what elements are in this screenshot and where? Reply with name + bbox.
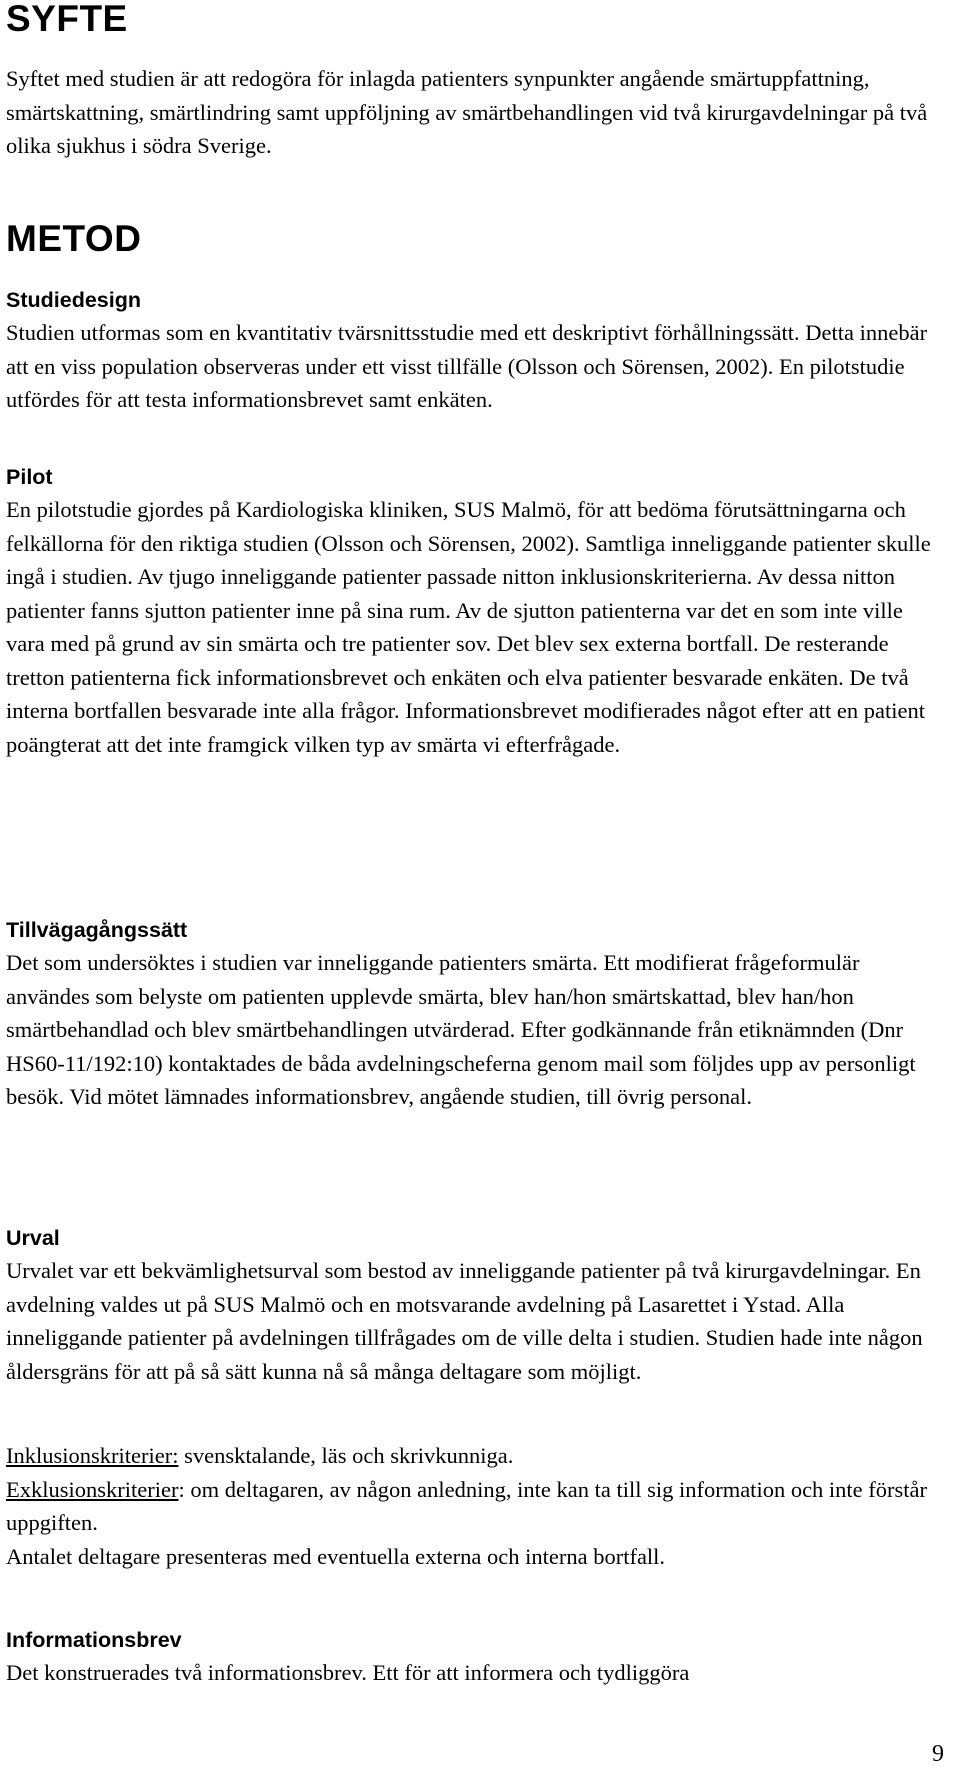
inklusion-label: Inklusionskriterier:: [6, 1443, 179, 1468]
pilot-body: [6, 493, 944, 761]
exklusion-text: : om deltagaren, av någon anledning, inte kan ta till sig information och inte förstår uppgiften.: [6, 1476, 928, 1535]
heading-studiedesign: Studiedesign: [6, 288, 141, 312]
tillvagagangssatt-paragraph: Det som undersöktes i studien var inneliggande patienters smärta. Ett modifierat frågeformulär användes som belyste om patienten upplevde smärta, blev han/hon smärtskattad, blev han/hon smärtbehandlad och blev smärtbehandlingen utvärderad. Efter godkännande från etiknämnden (Dnr HS60-11/192:10) kontaktades de båda avdelningscheferna genom mail som följdes upp av personligt besök. Vid mötet lämnades informationsbrev, angående studien, till övrig personal.: [6, 950, 916, 1109]
section-studiedesign: [6, 288, 944, 314]
studiedesign-body: [6, 316, 944, 417]
heading-tillvagagangssatt: Tillvägagångssätt: [6, 918, 188, 942]
section-tillvagagangssatt: [6, 918, 944, 944]
antal-line: Antalet deltagare presenteras med eventuella externa och interna bortfall.: [6, 1543, 666, 1569]
urval-paragraph: Urvalet var ett bekvämlighetsurval som bestod av inneliggande patienter på två kirurgavdelningar. En avdelning valdes ut på SUS Malmö och en motsvarande avdelning på Lasarettet i Ystad. Alla inneliggande patienter på avdelningen tillfrågades om de ville delta i studien. Studien hade inte någon åldersgräns för att på så sätt kunna nå så många deltagare som möjligt.: [6, 1258, 923, 1384]
inklusion-text: svensktalande, läs och skrivkunniga.: [178, 1443, 514, 1468]
exklusion-label: Exklusionskriterier: [6, 1476, 179, 1502]
informationsbrev-paragraph: Det konstruerades två informationsbrev. Ett för att informera och tydliggöra: [6, 1660, 690, 1685]
pilot-paragraph: En pilotstudie gjordes på Kardiologiska kliniken, SUS Malmö, för att bedöma förutsättningarna och felkällorna för den riktiga studien (Olsson och Sörensen, 2002). Samtliga inneliggande patienter skulle ingå i studien. Av tjugo inneliggande patienter passade nitton inklusionskriterierna. Av dessa nitton patienter fanns sjutton patienter inne på sina rum. Av de sjutton patienterna var det en som inte ville vara med på grund av sin smärta och tre patienter sov. Det blev sex externa bortfall. De resterande tretton patienterna fick informationsbrevet och enkäten och elva patienter besvarade enkäten. De två interna bortfallen besvarade inte alla frågor. Informationsbrevet modifierades något efter att en patient poängterat att det inte framgick vilken typ av smärta vi efterfrågade.: [6, 497, 931, 757]
section-syfte: [6, 0, 944, 37]
heading-metod: METOD: [6, 218, 142, 259]
tillvagagangssatt-body: [6, 946, 944, 1114]
exklusion-line: [6, 1473, 944, 1540]
heading-informationsbrev: Informationsbrev: [6, 1628, 182, 1652]
studiedesign-paragraph: Studien utformas som en kvantitativ tvärsnittsstudie med ett deskriptivt förhållningssätt. Detta innebär att en viss population observeras under ett visst tillfälle (Olsson och Sörensen, 2002). En pilotstudie utfördes för att testa informationsbrevet samt enkäten.: [6, 320, 928, 412]
informationsbrev-body: [6, 1656, 944, 1690]
section-urval: [6, 1226, 944, 1252]
syfte-paragraph: Syftet med studien är att redogöra för inlagda patienters synpunkter angående smärtuppfattning, smärtskattning, smärtlindring samt uppföljning av smärtbehandlingen vid två kirurgavdelningar på två olika sjukhus i södra Sverige.: [6, 66, 928, 158]
page-number: 9: [932, 1741, 944, 1767]
section-pilot: [6, 465, 944, 491]
section-informationsbrev: [6, 1628, 944, 1654]
urval-body: [6, 1254, 944, 1388]
heading-pilot: Pilot: [6, 465, 53, 489]
heading-urval: Urval: [6, 1226, 60, 1250]
inklusion-line: [6, 1439, 944, 1473]
section-metod: [6, 220, 944, 257]
heading-syfte: SYFTE: [6, 0, 128, 39]
syfte-body: [6, 62, 944, 163]
kriterier-block: [6, 1439, 944, 1573]
